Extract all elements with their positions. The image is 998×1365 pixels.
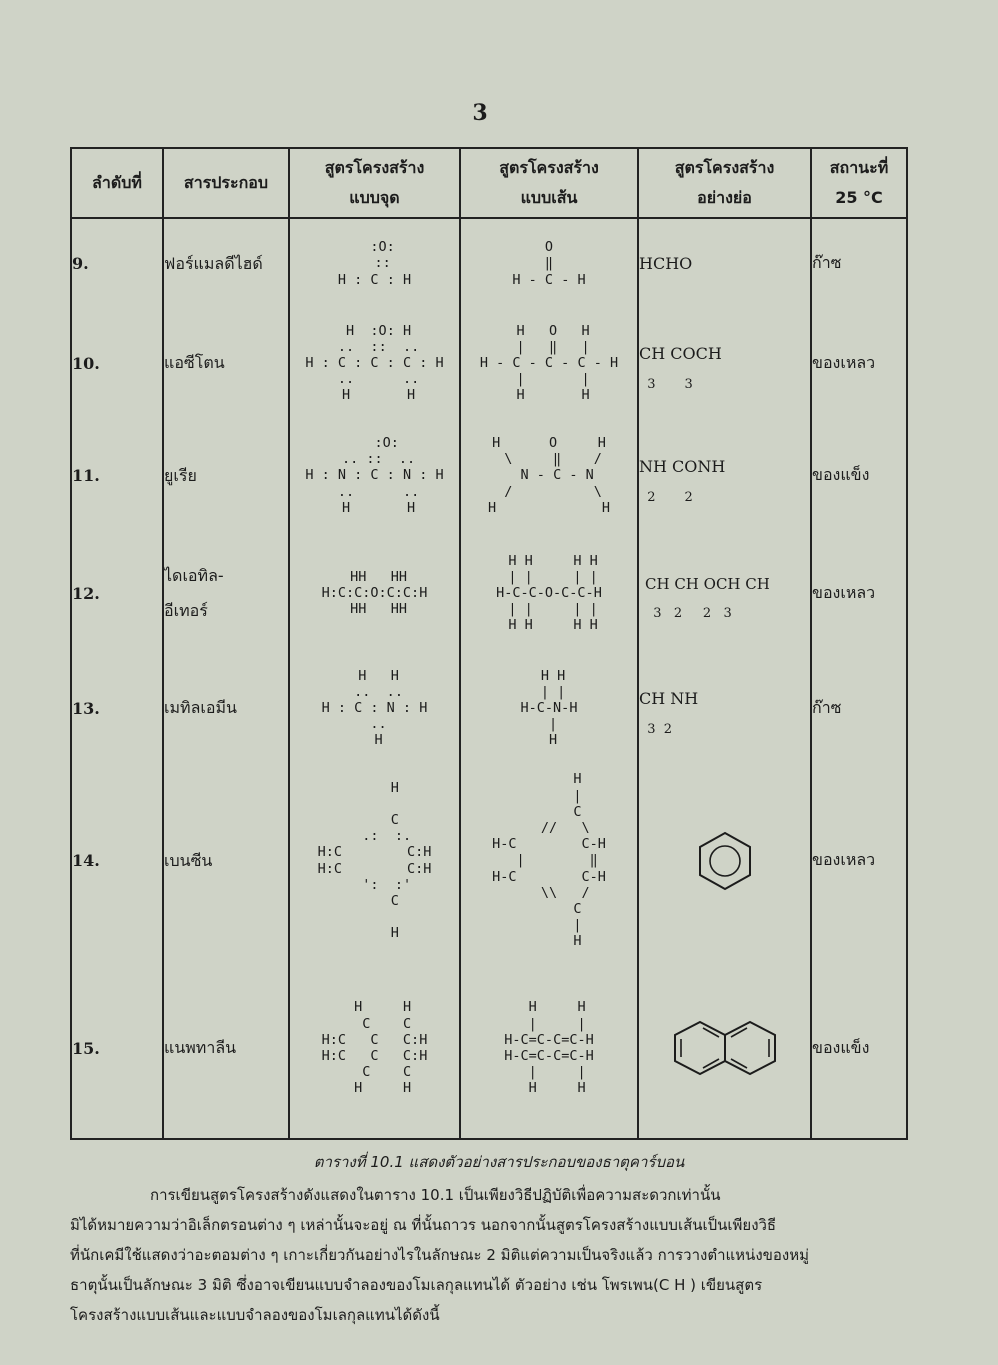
header-line-formula: สูตรโครงสร้าง แบบเส้น <box>460 148 638 218</box>
condensed-formula-cell <box>638 533 811 653</box>
dot-formula-cell <box>289 418 460 533</box>
compounds-table <box>70 147 908 1140</box>
compound-name: ยูเรีย <box>163 418 289 533</box>
row-number: 11. <box>71 418 163 533</box>
table-row <box>71 533 907 653</box>
dot-formula: H H C C H:C C C:H H:C C C:H C C H H <box>321 999 428 1097</box>
header-dot-formula: สูตรโครงสร้าง แบบจุด <box>289 148 460 218</box>
header-state: สถานะที่ 25 °C <box>811 148 907 218</box>
condensed-formula: HCHO <box>639 254 693 273</box>
dot-formula-cell <box>289 308 460 418</box>
state-cell: ของแข็ง <box>811 418 907 533</box>
dot-formula-cell <box>289 653 460 763</box>
row-number: 13. <box>71 653 163 763</box>
dot-formula: :O: .. :: .. H : N : C : N : H .. .. H H <box>305 435 444 516</box>
line-formula: H H | | H-C-N-H | H <box>520 667 578 749</box>
condensed-formula: CH COCH <box>639 344 722 363</box>
row-number: 14. <box>71 763 163 958</box>
row-number: 15. <box>71 958 163 1139</box>
dot-formula: :O: :: H : C : H <box>337 239 412 288</box>
condensed-formula-cell <box>638 418 811 533</box>
line-formula-cell <box>460 653 638 763</box>
line-formula-cell <box>460 308 638 418</box>
condensed-subscripts: 3 2 2 3 <box>645 606 732 621</box>
state-cell: ของแข็ง <box>811 958 907 1139</box>
row-number: 9. <box>71 218 163 308</box>
condensed-formula-cell <box>638 308 811 418</box>
table-row <box>71 218 907 308</box>
body-paragraph <box>70 1180 900 1330</box>
body-line: ธาตุนั้นเป็นลักษณะ 3 มิติ ซึ่งอาจเขียนแบบจำลองของโมเลกุลแทนได้ ตัวอย่าง เช่น โพรเพน(C H ) เขียนสูตร <box>70 1276 763 1294</box>
condensed-formula-cell <box>638 653 811 763</box>
state-cell: ก๊าซ <box>811 218 907 308</box>
benzene-ring-icon <box>695 829 755 893</box>
table-row <box>71 653 907 763</box>
compound-name: ไดเอทิล- <box>164 565 224 585</box>
compound-name: แนพทาลีน <box>163 958 289 1139</box>
condensed-formula: CH CH OCH CH <box>645 575 770 593</box>
line-formula: H O H | ‖ | H - C - C - C - H | | H H <box>479 322 619 404</box>
dot-formula-cell <box>289 218 460 308</box>
body-line: ที่นักเคมีใช้แสดงว่าอะตอมต่าง ๆ เกาะเกี่ยวกันอย่างไรในลักษณะ 2 มิติแต่ความเป็นจริงแล้ว การวางตำแหน่งของหมู่ <box>70 1246 809 1264</box>
table-row <box>71 308 907 418</box>
dot-formula: H C .: :. H:C C:H H:C C:H ': :' C H <box>317 779 432 942</box>
state-cell: ของเหลว <box>811 763 907 958</box>
line-formula-cell <box>460 533 638 653</box>
dot-formula: H H .. .. H : C : N : H .. H <box>321 667 428 749</box>
table-caption: ตารางที่ 10.1 แสดงตัวอย่างสารประกอบของธาตุคาร์บอน <box>313 1153 685 1171</box>
body-line: โครงสร้างแบบเส้นและแบบจำลองของโมเลกุลแทนได้ดังนี้ <box>70 1306 440 1324</box>
condensed-subscripts: 2 2 <box>639 489 693 505</box>
compound-name: เมทิลเอมีน <box>163 653 289 763</box>
body-line: การเขียนสูตรโครงสร้างดังแสดงในตาราง 10.1 เป็นเพียงวิธีปฏิบัติเพื่อความสะดวกเท่านั้น <box>150 1186 721 1204</box>
condensed-subscripts: 3 2 <box>639 722 673 737</box>
table-row <box>71 958 907 1139</box>
dot-formula-cell <box>289 533 460 653</box>
compound-name: เบนซีน <box>163 763 289 958</box>
compound-name: แอซีโตน <box>163 308 289 418</box>
dot-formula-cell <box>289 763 460 958</box>
condensed-formula-cell <box>638 218 811 308</box>
line-formula: H | C // \ H-C C-H | ‖ H-C C-H \\ / C | H <box>492 771 606 950</box>
dot-formula-cell <box>289 958 460 1139</box>
dot-formula: HH HH H:C:C:O:C:C:H HH HH <box>321 568 428 618</box>
state-cell: ของเหลว <box>811 308 907 418</box>
row-number: 10. <box>71 308 163 418</box>
naphthalene-rings-icon <box>670 1018 780 1078</box>
dot-formula: H :O: H .. :: .. H : C : C : C : H .. .. H H <box>305 322 444 404</box>
line-formula: H H | | H-C=C-C=C-H H-C=C-C=C-H | | H H <box>504 999 594 1097</box>
state-cell: ก๊าซ <box>811 653 907 763</box>
line-formula: O ‖ H - C - H <box>512 239 586 288</box>
line-formula: H H H H | | | | H-C-C-O-C-C-H | | | | H H H H <box>496 552 602 634</box>
condensed-subscripts: 3 3 <box>639 377 693 392</box>
line-formula-cell <box>460 218 638 308</box>
condensed-formula: CH NH <box>639 689 699 708</box>
compound-name-line2: อีเทอร์ <box>164 601 208 620</box>
line-formula: H O H \ ‖ / N - C - N / \ H H <box>488 435 610 516</box>
condensed-formula-cell <box>638 763 811 958</box>
header-compound: สารประกอบ <box>163 148 289 218</box>
table-header-row <box>71 148 907 218</box>
state-cell: ของเหลว <box>811 533 907 653</box>
compound-name-cell <box>163 533 289 653</box>
row-number: 12. <box>71 533 163 653</box>
line-formula-cell <box>460 418 638 533</box>
table-row <box>71 418 907 533</box>
header-condensed-formula: สูตรโครงสร้าง อย่างย่อ <box>638 148 811 218</box>
condensed-formula-cell <box>638 958 811 1139</box>
line-formula-cell <box>460 763 638 958</box>
page-number: 3 <box>472 100 488 126</box>
header-order: ลำดับที่ <box>71 148 163 218</box>
compound-name: ฟอร์แมลดีไฮด์ <box>163 218 289 308</box>
table-row <box>71 763 907 958</box>
body-line: มิได้หมายความว่าอิเล็กตรอนต่าง ๆ เหล่านั้นจะอยู่ ณ ที่นั้นถาวร นอกจากนั้นสูตรโครงสร้างแบบเส้นเป็นเพียงวิธี <box>70 1216 777 1234</box>
line-formula-cell <box>460 958 638 1139</box>
condensed-formula: NH CONH <box>639 456 726 476</box>
